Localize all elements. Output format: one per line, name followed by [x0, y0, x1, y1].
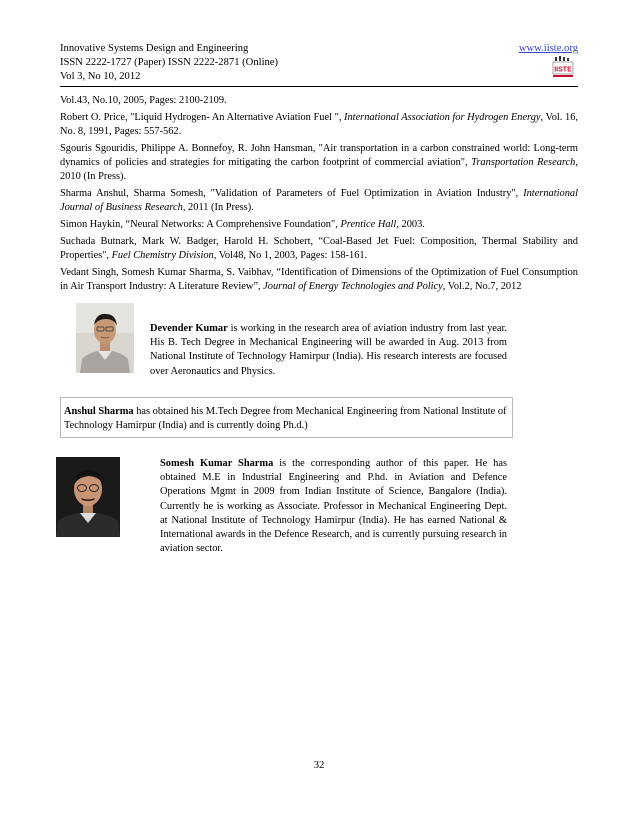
- author-bio-devender: Devender Kumar is working in the research area of aviation industry from last year. His B. Tech Degree in Mechanical Engineering will be awarded in Aug. 2013 from National Institute of Technology Hamirpur (India). His research interests are focused over Aeronautics and Physics.: [150, 323, 507, 377]
- author-bio-anshul: Anshul Sharma has obtained his M.Tech Degree from Mechanical Engineering from National Institute of Technology Hamirpur (India) and is currently doing Ph.d.): [64, 406, 507, 432]
- author-photo-devender: [76, 303, 134, 373]
- volume-line: Vol 3, No 10, 2012: [60, 71, 141, 82]
- header-rule: [60, 86, 578, 87]
- svg-text:IISTE: IISTE: [554, 66, 572, 74]
- journal-header: [60, 42, 578, 84]
- reference-item: Vol.43, No.10, 2005, Pages: 2100-2109.: [60, 95, 227, 106]
- references-list: [60, 94, 578, 297]
- reference-item: Sharma Anshul, Sharma Somesh, "Validation of Parameters of Fuel Optimization in Aviation Industry", International Journal of Business Research, 2011 (In Press).: [60, 188, 578, 214]
- reference-item: Simon Haykin, “Neural Networks: A Comprehensive Foundation", Prentice Hall, 2003.: [60, 219, 425, 230]
- page-number: 32: [313, 760, 325, 771]
- reference-item: Vedant Singh, Somesh Kumar Sharma, S. Vaibhav, “Identification of Dimensions of the Optimization of Fuel Consumption in Air Transport Industry: A Literature Review”, Journal of Energy Technologies and Policy, Vol.2, No.7, 2012: [60, 266, 578, 292]
- author-photo-somesh: [56, 457, 120, 537]
- reference-item: Suchada Butnark, Mark W. Badger, Harold H. Schobert, “Coal-Based Jet Fuel: Composition, Thermal Stability and Properties", Fuel Chemistry Division, Vol48, No 1, 2003, Pages: 158-161.: [60, 235, 578, 261]
- journal-title: Innovative Systems Design and Engineering: [60, 43, 249, 54]
- reference-item: Sgouris Sgouridis, Philippe A. Bonnefoy, R. John Hansman, "Air transportation in a carbon constrained world: Long-term dynamics of policies and strategies for mitigating the carbon footprint of commercial aviation", Transportation Research, 2010 (In Press).: [60, 142, 578, 183]
- iiste-logo: [552, 56, 574, 82]
- reference-item: Robert O. Price, "Liquid Hydrogen- An Alternative Aviation Fuel ", International Association for Hydrogen Energy, Vol. 16, No. 8, 1991, Pages: 557-562.: [60, 111, 578, 137]
- issn-line: ISSN 2222-1727 (Paper) ISSN 2222-2871 (Online): [60, 57, 279, 68]
- journal-url-link[interactable]: www.iiste.org: [518, 43, 578, 54]
- author-bio-somesh: Somesh Kumar Sharma is the corresponding author of this paper. He has obtained M.E in Industrial Engineering and P.hd. in Aviation and Defence Operations Mgmt in 2009 from Indian Institute of Science, Bangalore (India). Currently he is working as Associate. Professor in Mechanical Engineering Dept. at National Institute of Technology Hamirpur (India). He has earned National & International awards in the Defence Research, and is currently pursuing research in aviation sector.: [160, 458, 507, 555]
